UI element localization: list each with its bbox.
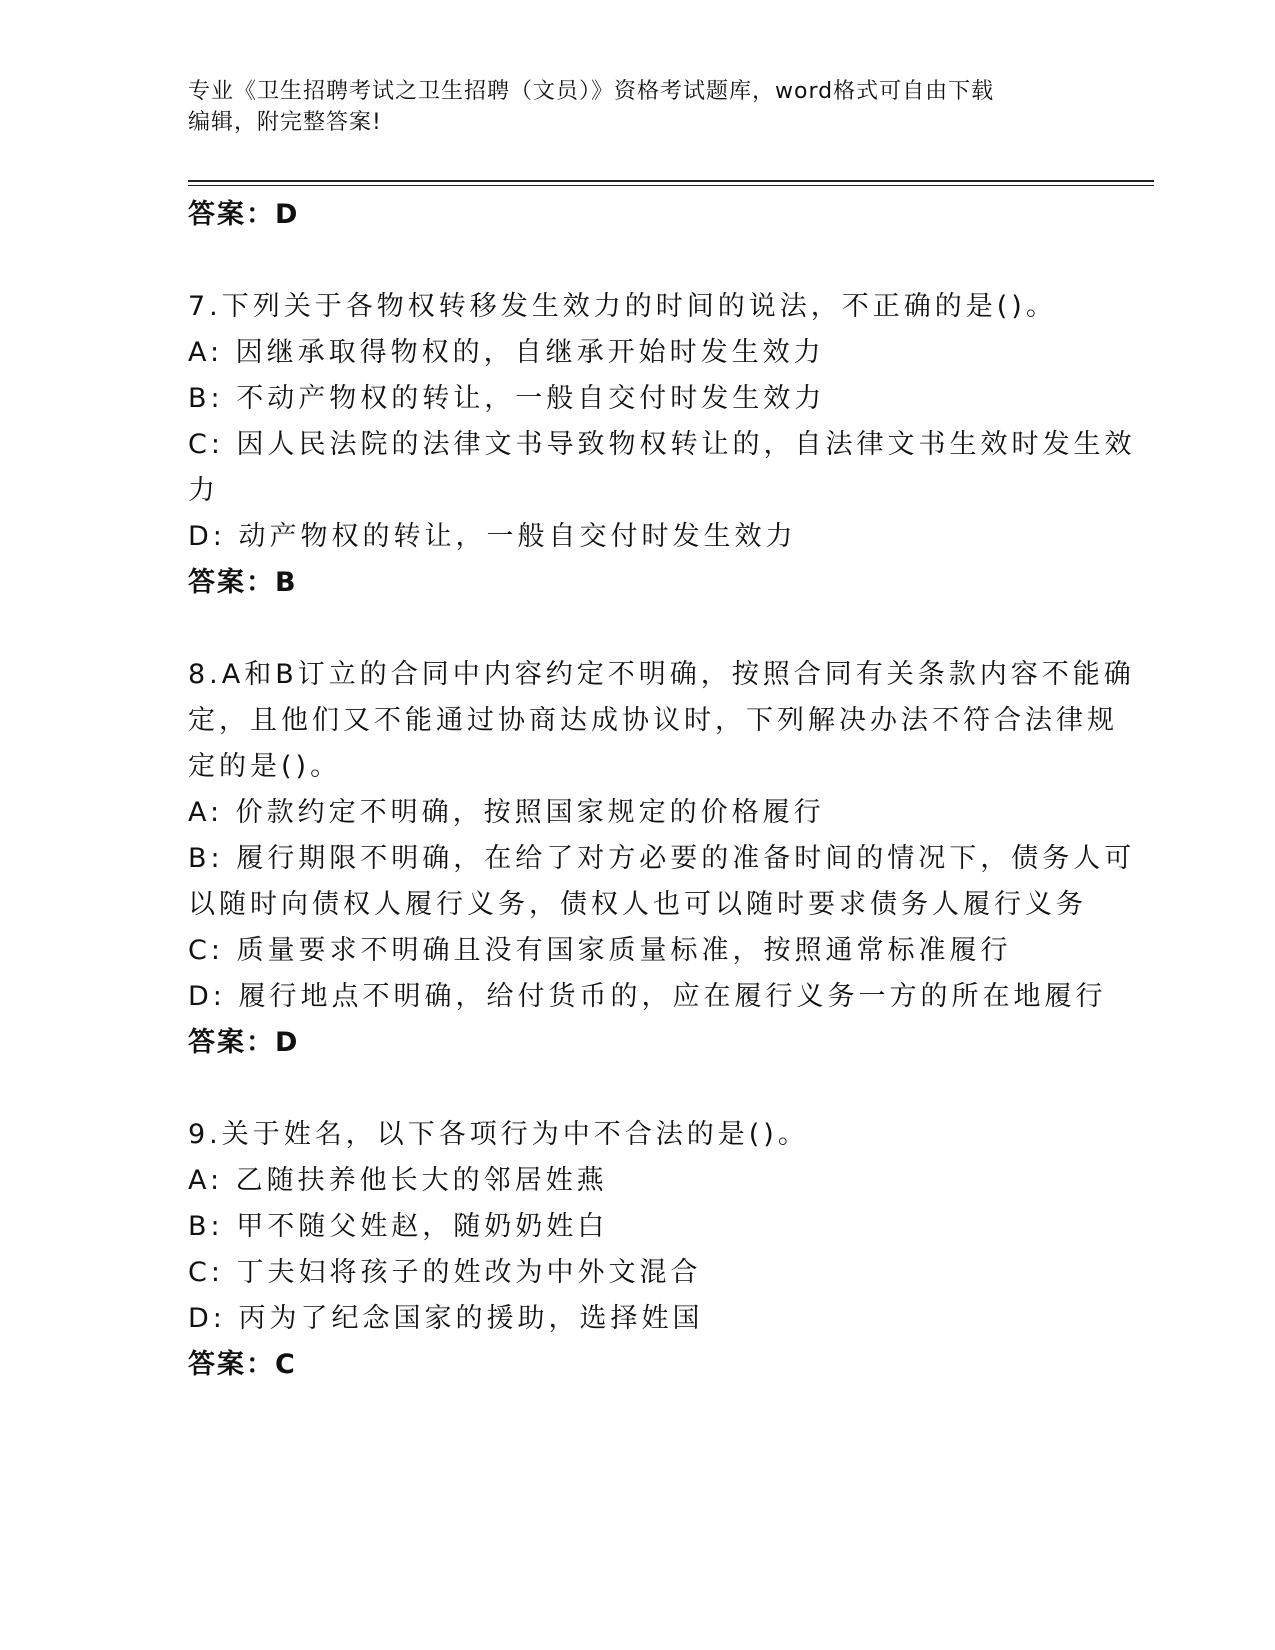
question-7-option-d: D: 动产物权的转让，一般自交付时发生效力 (188, 521, 797, 552)
spacer (188, 606, 1088, 652)
question-8-answer: 答案：D (188, 1027, 300, 1058)
header-line-2: 编辑，附完整答案! (188, 110, 382, 135)
header-divider-thick (188, 180, 1154, 182)
question-9-option-b: B: 甲不随父姓赵，随奶奶姓白 (188, 1211, 609, 1242)
question-9-option-c: C: 丁夫妇将孩子的姓改为中外文混合 (188, 1257, 702, 1288)
header-line-1: 专业《卫生招聘考试之卫生招聘（文员）》资格考试题库，word格式可自由下载 (188, 79, 995, 104)
question-7-option-c-line-2: 力 (188, 475, 219, 506)
question-7-stem: 7.下列关于各物权转移发生效力的时间的说法，不正确的是()。 (188, 291, 1057, 322)
question-8-option-a: A: 价款约定不明确，按照国家规定的价格履行 (188, 797, 825, 828)
question-7-option-c-line-1: C: 因人民法院的法律文书导致物权转让的，自法律文书生效时发生效 (188, 429, 1136, 460)
question-8-stem-line-1: 8.A和B订立的合同中内容约定不明确，按照合同有关条款内容不能确 (188, 659, 1135, 690)
header-divider-thin (188, 185, 1154, 186)
question-8-stem-line-2: 定，且他们又不能通过协商达成协议时，下列解决办法不符合法律规 (188, 705, 1118, 736)
spacer (188, 238, 1088, 284)
question-9-option-a: A: 乙随扶养他长大的邻居姓燕 (188, 1165, 608, 1196)
question-8-stem-line-3: 定的是()。 (188, 751, 342, 782)
spacer (188, 1066, 1088, 1112)
question-8-option-b-line-1: B: 履行期限不明确，在给了对方必要的准备时间的情况下，债务人可 (188, 843, 1136, 874)
question-9 (188, 1112, 1088, 1388)
question-7-option-a: A: 因继承取得物权的，自继承开始时发生效力 (188, 337, 825, 368)
question-9-answer: 答案：C (188, 1349, 297, 1380)
question-7 (188, 284, 1136, 606)
previous-answer: 答案：D (188, 199, 300, 230)
question-7-option-b: B: 不动产物权的转让，一般自交付时发生效力 (188, 383, 826, 414)
question-list (188, 192, 1136, 1388)
question-9-stem: 9.关于姓名，以下各项行为中不合法的是()。 (188, 1119, 809, 1150)
question-7-answer: 答案：B (188, 567, 298, 598)
document-header (188, 76, 1088, 138)
question-8-option-d: D: 履行地点不明确，给付货币的，应在履行义务一方的所在地履行 (188, 981, 1107, 1012)
question-8-option-c: C: 质量要求不明确且没有国家质量标准，按照通常标准履行 (188, 935, 1012, 966)
question-8-option-b-line-2: 以随时向债权人履行义务，债权人也可以随时要求债务人履行义务 (188, 889, 1087, 920)
question-9-option-d: D: 丙为了纪念国家的援助，选择姓国 (188, 1303, 704, 1334)
question-8 (188, 652, 1136, 1066)
